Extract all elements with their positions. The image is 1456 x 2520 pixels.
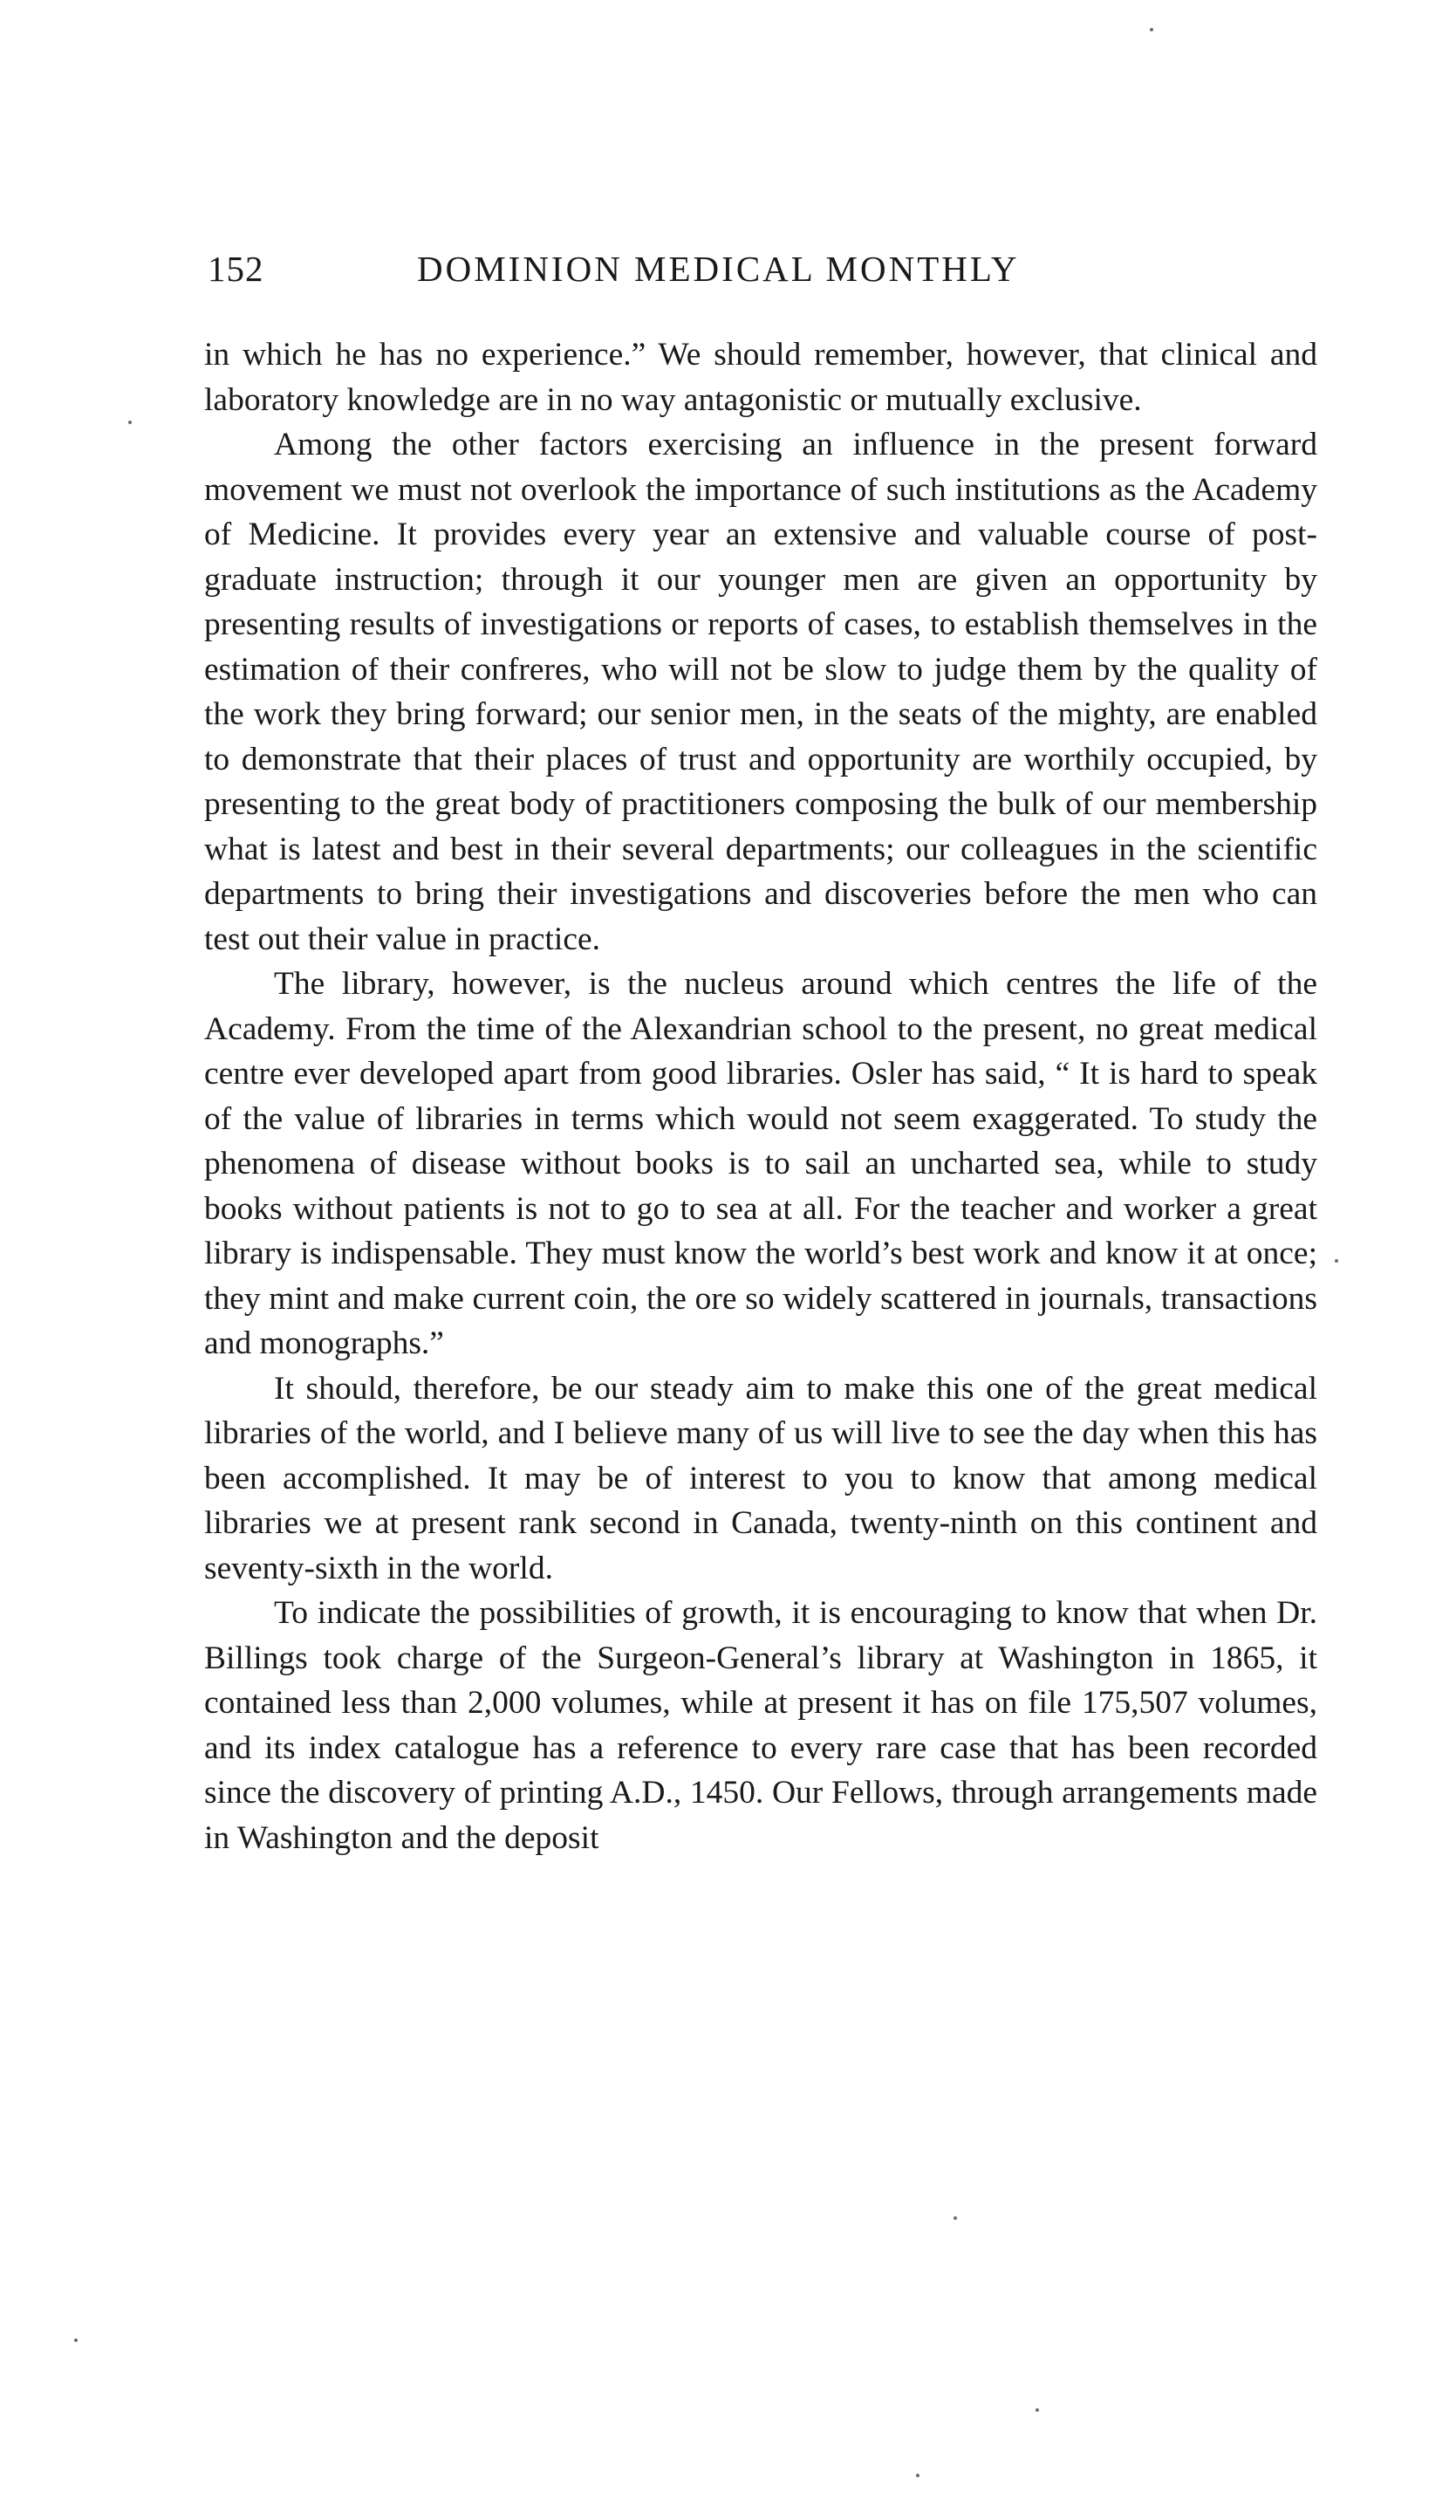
running-title: DOMINION MEDICAL MONTHLY — [417, 249, 1020, 289]
scan-speck — [1036, 2408, 1039, 2412]
scan-speck — [74, 2339, 78, 2342]
paragraph-steady-aim: It should, therefore, be our steady aim to make this one of the great medical libraries of the world, and I believe many of us will live to see the day when this has been accomplished. It may be of interest to you to know that among medical libraries we at present rank second in Canada, twenty-ninth on this continent and seventy-sixth in the world. — [204, 1370, 1317, 1586]
page-number: 152 — [208, 249, 264, 289]
scan-speck — [1335, 1259, 1338, 1263]
body-text — [204, 332, 1317, 1860]
paragraph-library-nucleus: The library, however, is the nucleus around which centres the life of the Academy. From the time of the Alexandrian school to the present, no great medical centre ever developed apart from good libraries. Osler has said, “ It is hard to speak of the value of libraries in terms which would not seem exaggerated. To study the phenomena of disease without books is to sail an uncharted sea, while to study books without patients is not to go to sea at all. For the teacher and worker a great library is indispensable. They must know the world’s best work and know it at once; they mint and make current coin, the ore so widely scattered in journals, transactions and monographs.” — [204, 966, 1317, 1361]
page-header — [208, 243, 1316, 295]
scan-speck — [128, 421, 132, 424]
scan-speck — [954, 2216, 957, 2220]
scan-speck — [916, 2474, 919, 2477]
scan-speck — [1150, 28, 1153, 31]
paragraph-continuation: in which he has no experience.” We should remember, however, that clinical and laboratory knowledge are in no way antagonistic or mutually exclusive. — [204, 337, 1317, 418]
paragraph-academy-of-medicine: Among the other factors exercising an influence in the present forward movement we must not overlook the importance of such institutions as the Academy of Medicine. It provides every year an extensive and valuable course of post-graduate instruction; through it our younger men are given an opportunity by presenting results of investigations or reports of cases, to establish themselves in the estimation of their confreres, who will not be slow to judge them by the quality of the work they bring forward; our senior men, in the seats of the mighty, are enabled to demonstrate that their places of trust and opportunity are worthily occupied, by presenting to the great body of practitioners composing the bulk of our membership what is latest and best in their several departments; our colleagues in the scientific departments to bring their investigations and discoveries before the men who can test out their value in practice. — [204, 427, 1317, 957]
paragraph-possibilities-of-growth: To indicate the possibilities of growth, it is encouraging to know that when Dr. Billings took charge of the Surgeon-General’s library at Washington in 1865, it contained less than 2,000 volumes, while at present it has on file 175,507 volumes, and its index catalogue has a reference to every rare case that has been recorded since the discovery of printing A.D., 1450. Our Fellows, through arrangements made in Washington and the deposit — [204, 1595, 1317, 1856]
